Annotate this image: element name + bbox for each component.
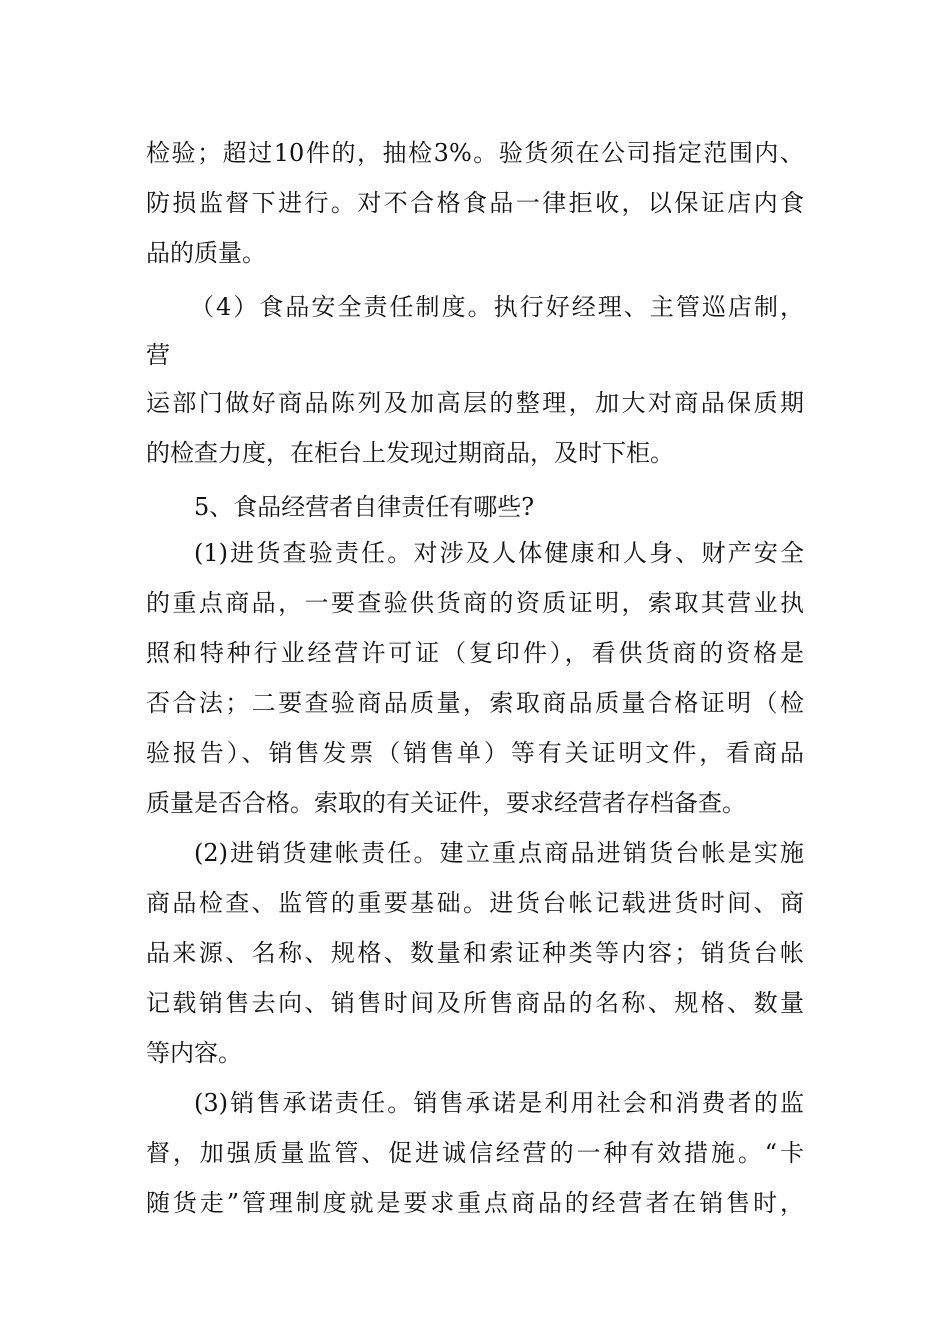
text-line: 验报告）、销售发票（销售单）等有关证明文件，看商品 — [146, 739, 804, 767]
text-line: 照和特种行业经营许可证（复印件），看供货商的资格是 — [146, 639, 804, 667]
text-line: 随货走”管理制度就是要求重点商品的经营者在销售时， — [146, 1189, 804, 1217]
text-line: 的重点商品，一要查验供货商的资质证明，索取其营业执 — [146, 589, 804, 617]
text-line: （4）食品安全责任制度。执行好经理、主管巡店制， — [190, 293, 804, 321]
text-line: (3)销售承诺责任。销售承诺是利用社会和消费者的监 — [194, 1089, 804, 1117]
text-line: 等内容。 — [146, 1039, 242, 1067]
text-line: 督，加强质量监管、促进诚信经营的一种有效措施。“卡 — [146, 1139, 804, 1167]
text-line: 品的质量。 — [146, 239, 266, 267]
text-line: 防损监督下进行。对不合格食品一律拒收，以保证店内食 — [146, 189, 804, 217]
text-line: 运部门做好商品陈列及加高层的整理，加大对商品保质期 — [146, 389, 804, 417]
text-line: (1)进货查验责任。对涉及人体健康和人身、财产安全 — [194, 539, 804, 567]
text-line: 检验；超过10件的，抽检3%。验货须在公司指定范围内、 — [146, 139, 804, 167]
text-line: 记载销售去向、销售时间及所售商品的名称、规格、数量 — [146, 989, 804, 1017]
text-line: 否合法；二要查验商品质量，索取商品质量合格证明（检 — [146, 689, 804, 717]
text-line: (2)进销货建帐责任。建立重点商品进销货台帐是实施 — [194, 839, 804, 867]
text-line: 的检查力度，在柜台上发现过期商品，及时下柜。 — [146, 439, 674, 467]
text-line: 质量是否合格。索取的有关证件，要求经营者存档备查。 — [146, 789, 746, 817]
text-line: 品来源、名称、规格、数量和索证种类等内容；销货台帐 — [146, 939, 804, 967]
text-line: 营 — [146, 341, 170, 369]
text-line: 5、食品经营者自律责任有哪些? — [194, 493, 535, 521]
text-line: 商品检查、监管的重要基础。进货台帐记载进货时间、商 — [146, 889, 804, 917]
